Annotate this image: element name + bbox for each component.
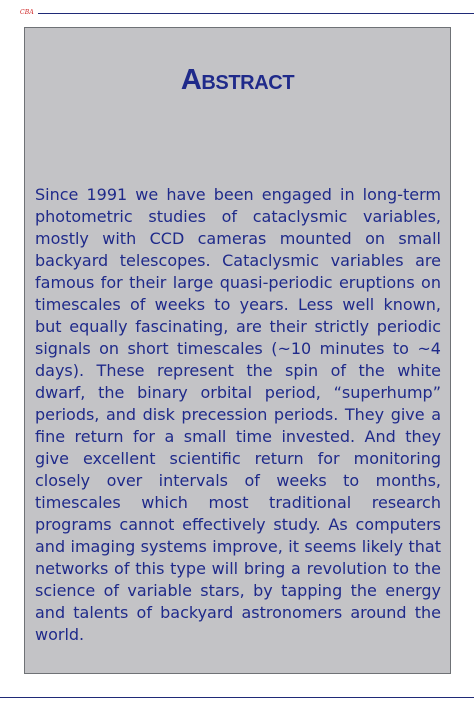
bottom-rule xyxy=(0,697,474,698)
abstract-panel xyxy=(24,27,451,674)
abstract-body: Since 1991 we have been engaged in long-term photometric studies of cataclysmic variables, mostly with CCD cameras mounted on small backyard telescopes. Cataclysmic variables are famous for their large quasi-periodic eruptions on timescales of weeks to years. Less well known, but equally fascinating, are their strictly periodic signals on short timescales (~10 minutes to ~4 days). These represent the spin of the white dwarf, the binary orbital period, “superhump” periods, and disk precession periods. They give a fine return for a small time invested. And they give excellent scientific return for monitoring closely over intervals of weeks to months, timescales which most traditional research programs cannot effectively study. As computers and imaging systems improve, it seems likely that networks of this type will bring a revolution to the science of variable stars, by tapping the energy and talents of backyard astronomers around the world. xyxy=(35,185,441,644)
abstract-title: Abstract xyxy=(180,64,295,96)
top-rule xyxy=(38,13,474,14)
header-mark: CBA xyxy=(20,9,34,16)
